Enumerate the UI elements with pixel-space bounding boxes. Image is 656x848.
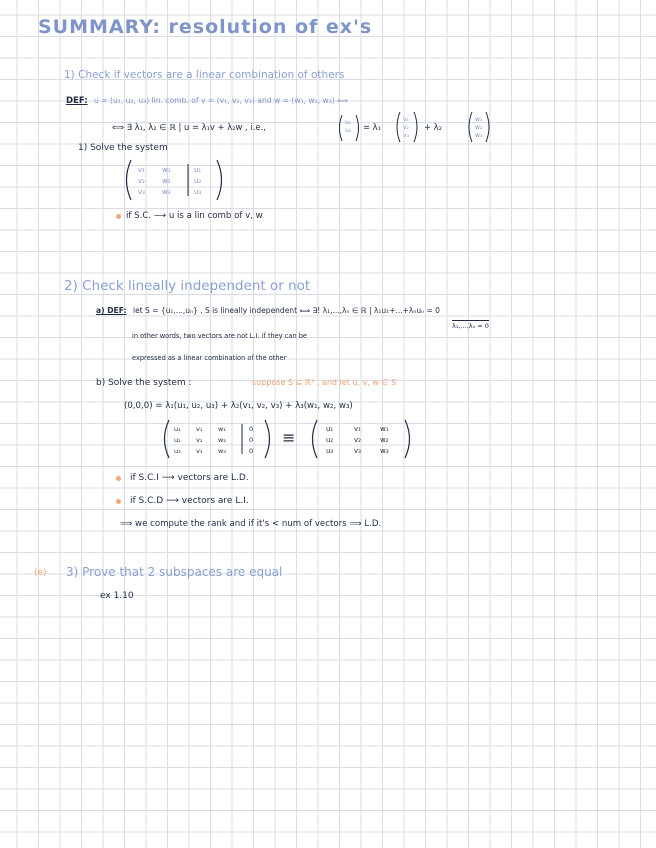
v3: v₃ bbox=[403, 132, 409, 139]
svg-text:v₂: v₂ bbox=[138, 177, 145, 185]
svg-text:v₃: v₃ bbox=[354, 447, 361, 455]
s1-def-label: DEF: bbox=[66, 96, 88, 106]
bullet-dot bbox=[116, 214, 121, 219]
section-1-heading: 1) Check if vectors are a linear combination of others bbox=[64, 69, 345, 81]
svg-text:u₁: u₁ bbox=[326, 425, 334, 433]
svg-text:v₃: v₃ bbox=[138, 188, 145, 196]
svg-text:w₃: w₃ bbox=[162, 188, 171, 196]
v1: v₁ bbox=[403, 116, 409, 123]
s2-def-line1: let S = {u₁,...,uₙ} , S is lineally independent ⟺ ∃! λ₁,...,λₙ ∈ ℝ | λ₁u₁+...+λₙuₙ = 0 bbox=[133, 306, 440, 315]
s2-case-2: if S.C.D ⟶ vectors are L.I. bbox=[130, 496, 249, 506]
s1-def-line2-c: + λ₂ bbox=[424, 122, 442, 132]
s2-equation: (0,0,0) = λ₁(u₁, u₂, u₃) + λ₂(v₁, v₂, v₃) + λ₃(w₁, w₂, w₃) bbox=[124, 401, 353, 411]
w1: w₁ bbox=[475, 116, 483, 123]
u1: u₁ bbox=[345, 119, 352, 126]
s1-vector-u bbox=[336, 113, 362, 147]
svg-text:w₁: w₁ bbox=[162, 166, 171, 174]
s2-matrix bbox=[308, 418, 414, 464]
svg-text:w₁: w₁ bbox=[218, 425, 226, 433]
svg-text:u₂: u₂ bbox=[194, 177, 202, 185]
page-title: SUMMARY: resolution of ex's bbox=[38, 16, 373, 38]
s2-def-label: a) DEF: bbox=[96, 306, 127, 315]
svg-text:v₁: v₁ bbox=[138, 166, 145, 174]
svg-text:u₃: u₃ bbox=[194, 188, 202, 196]
s2-words-1: in other words, two vectors are not L.I. if they can be bbox=[132, 332, 307, 340]
s1-step: 1) Solve the system bbox=[78, 143, 168, 153]
svg-text:0: 0 bbox=[249, 447, 254, 455]
svg-text:u₂: u₂ bbox=[326, 436, 334, 444]
svg-text:v₂: v₂ bbox=[354, 436, 361, 444]
s2-step-b: suppose S ⊆ ℝ³ , and let u, v, w ∈ S bbox=[252, 378, 397, 387]
s1-vector-w bbox=[466, 110, 492, 148]
section-2-heading: 2) Check lineally independent or not bbox=[64, 278, 311, 294]
s1-system-matrix bbox=[122, 158, 226, 206]
section-3-heading: 3) Prove that 2 subspaces are equal bbox=[66, 565, 283, 579]
svg-text:v₂: v₂ bbox=[196, 436, 203, 444]
svg-text:v₁: v₁ bbox=[196, 425, 203, 433]
svg-text:w₃: w₃ bbox=[218, 447, 226, 455]
s2-case-1: if S.C.I ⟶ vectors are L.D. bbox=[130, 473, 249, 483]
s3-note: ex 1.10 bbox=[100, 591, 134, 601]
svg-text:0: 0 bbox=[249, 425, 254, 433]
svg-text:w₃: w₃ bbox=[380, 447, 389, 455]
svg-text:0: 0 bbox=[249, 436, 254, 444]
svg-text:u₃: u₃ bbox=[174, 447, 181, 455]
svg-text:w₂: w₂ bbox=[162, 177, 171, 185]
bullet-dot bbox=[116, 499, 121, 504]
s1-result: if S.C. ⟶ u is a lin comb of v, w bbox=[126, 211, 263, 221]
svg-text:v₁: v₁ bbox=[354, 425, 361, 433]
svg-text:u₁: u₁ bbox=[194, 166, 202, 174]
svg-text:u₁: u₁ bbox=[174, 425, 181, 433]
s1-def-line2-a: ⟺ ∃ λ₁, λ₂ ∈ ℝ | u = λ₁v + λ₂w , i.e., bbox=[112, 122, 266, 132]
s1-def-line1: u = (u₁, u₂, u₃) lin. comb. of v = (v₁, v₂, v₃) and w = (w₁, w₂, w₃) ⟺ bbox=[94, 96, 349, 105]
v2: v₂ bbox=[403, 124, 409, 131]
w3: w₃ bbox=[475, 132, 483, 139]
s1-vector-u-brackets bbox=[336, 113, 362, 143]
s2-def-under: λ₁,...,λₙ = 0 bbox=[452, 322, 489, 330]
s3-marker: (e) bbox=[34, 568, 47, 578]
svg-text:w₂: w₂ bbox=[218, 436, 226, 444]
s1-def-line2-b: = λ₁ bbox=[363, 122, 381, 132]
u2: u₂ bbox=[345, 127, 352, 134]
svg-text:v₃: v₃ bbox=[196, 447, 203, 455]
s2-conclusion: ⟹ we compute the rank and if it's < num of vectors ⟹ L.D. bbox=[120, 519, 382, 529]
svg-text:w₁: w₁ bbox=[380, 425, 389, 433]
s2-words-2: expressed as a linear combination of the other bbox=[132, 354, 287, 362]
s2-augmented-matrix bbox=[160, 418, 274, 464]
svg-text:u₂: u₂ bbox=[174, 436, 181, 444]
svg-text:u₃: u₃ bbox=[326, 447, 334, 455]
bullet-dot bbox=[116, 476, 121, 481]
equivalence-sign: ≡ bbox=[282, 428, 296, 447]
w2: w₂ bbox=[475, 124, 483, 131]
s2-step-a: b) Solve the system : bbox=[96, 378, 192, 388]
s1-vector-v bbox=[394, 110, 420, 148]
svg-text:w₂: w₂ bbox=[380, 436, 389, 444]
